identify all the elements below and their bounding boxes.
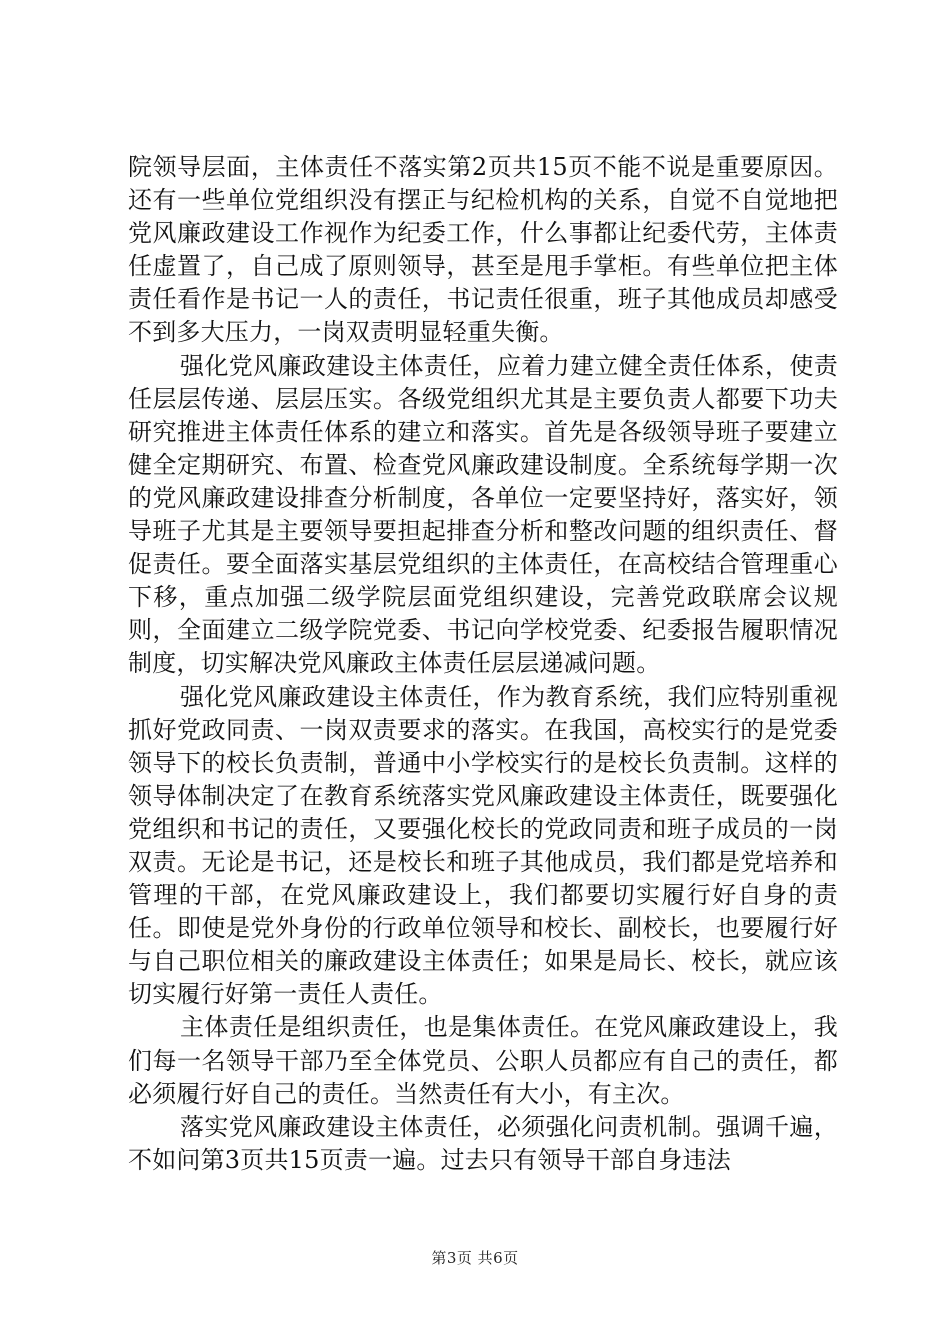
paragraph-3: 强化党风廉政建设主体责任，作为教育系统，我们应特别重视抓好党政同责、一岗双责要求的落实。在我国，高校实行的是党委领导下的校长负责制，普通中小学校实行的是校长负责制。这样的领导体制决定了在教育系统落实党风廉政建设主体责任，既要强化党组织和书记的责任，又要强化校长的党政同责和班子成员的一岗双责。无论是书记，还是校长和班子其他成员，我们都是党培养和管理的干部，在党风廉政建设上，我们都要切实履行好自身的责任。即使是党外身份的行政单位领导和校长、副校长，也要履行好与自己职位相关的廉政建设主体责任；如果是局长、校长，就应该切实履行好第一责任人责任。	[128, 682, 838, 1009]
document-body	[128, 151, 838, 1177]
paragraph-2: 强化党风廉政建设主体责任，应着力建立健全责任体系，使责任层层传递、层层压实。各级党组织尤其是主要负责人都要下功夫研究推进主体责任体系的建立和落实。首先是各级领导班子要建立健全定期研究、布置、检查党风廉政建设制度。全系统每学期一次的党风廉政建设排查分析制度，各单位一定要坚持好，落实好，领导班子尤其是主要领导要担起排查分析和整改问题的组织责任、督促责任。要全面落实基层党组织的主体责任，在高校结合管理重心下移，重点加强二级学院层面党组织建设，完善党政联席会议规则，全面建立二级学院党委、书记向学校党委、纪委报告履职情况制度，切实解决党风廉政主体责任层层递减问题。	[128, 351, 838, 678]
page-footer: 第3页 共6页	[431, 1249, 519, 1267]
paragraph-1: 院领导层面，主体责任不落实第2页共15页不能不说是重要原因。还有一些单位党组织没有摆正与纪检机构的关系，自觉不自觉地把党风廉政建设工作视作为纪委工作，什么事都让纪委代劳，主体责任虚置了，自己成了原则领导，甚至是甩手掌柜。有些单位把主体责任看作是书记一人的责任，书记责任很重，班子其他成员却感受不到多大压力，一岗双责明显轻重失衡。	[128, 153, 838, 347]
paragraph-4: 主体责任是组织责任，也是集体责任。在党风廉政建设上，我们每一名领导干部乃至全体党员、公职人员都应有自己的责任，都必须履行好自己的责任。当然责任有大小，有主次。	[128, 1013, 838, 1108]
paragraph-5: 落实党风廉政建设主体责任，必须强化问责机制。强调千遍，不如问第3页共15页责一遍。过去只有领导干部自身违法	[128, 1112, 838, 1174]
